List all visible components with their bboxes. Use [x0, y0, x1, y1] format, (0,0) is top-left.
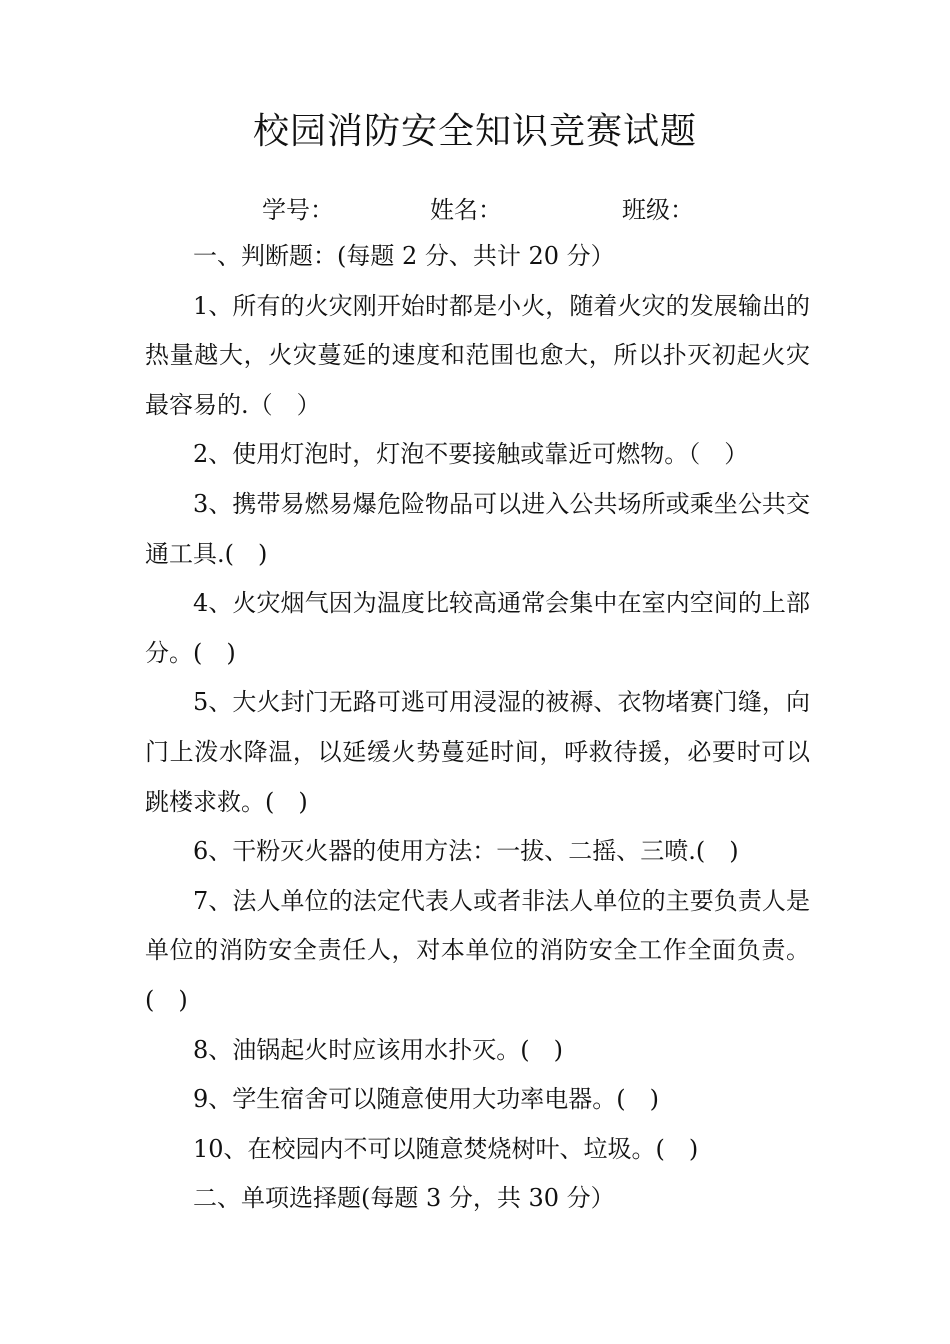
document-body: [145, 232, 810, 1224]
question-item: 1、所有的火灾刚开始时都是小火，随着火灾的发展输出的热量越大，火灾蔓延的速度和范围也愈大，所以扑灭初起火灾最容易的.（ ）: [145, 291, 810, 419]
question-item: 8、油锅起火时应该用水扑灭。( ): [193, 1035, 563, 1064]
section-heading-single-choice: 二、单项选择题(每题 3 分，共 30 分）: [193, 1184, 615, 1213]
question-item: 6、干粉灭火器的使用方法：一拔、二摇、三喷.( ): [193, 837, 739, 866]
question-item: 2、使用灯泡时，灯泡不要接触或靠近可燃物。（ ）: [193, 440, 749, 469]
document-title: 校园消防安全知识竞赛试题: [252, 111, 697, 152]
question-item: 4、火灾烟气因为温度比较高通常会集中在室内空间的上部分。( ): [145, 589, 810, 667]
class-label: 班级：: [622, 196, 694, 224]
question-item: 5、大火封门无路可逃可用浸湿的被褥、衣物堵赛门缝，向门上泼水降温，以延缓火势蔓延时间，呼救待援，必要时可以跳楼求救。( ): [145, 688, 810, 816]
question-item: 7、法人单位的法定代表人或者非法人单位的主要负责人是单位的消防安全责任人，对本单位的消防安全工作全面负责。( ): [145, 886, 810, 1014]
section-heading-true-false: 一、判断题：(每题 2 分、共计 20 分）: [193, 242, 615, 270]
student-info-row: [0, 190, 950, 230]
question-item: 10、在校园内不可以随意焚烧树叶、垃圾。( ): [193, 1134, 699, 1163]
question-item: 3、携带易燃易爆危险物品可以进入公共场所或乘坐公共交通工具.( ): [145, 489, 810, 568]
name-label: 姓名：: [430, 196, 502, 224]
student-id-label: 学号：: [262, 196, 334, 224]
question-item: 9、学生宿舍可以随意使用大功率电器。( ): [193, 1085, 659, 1114]
